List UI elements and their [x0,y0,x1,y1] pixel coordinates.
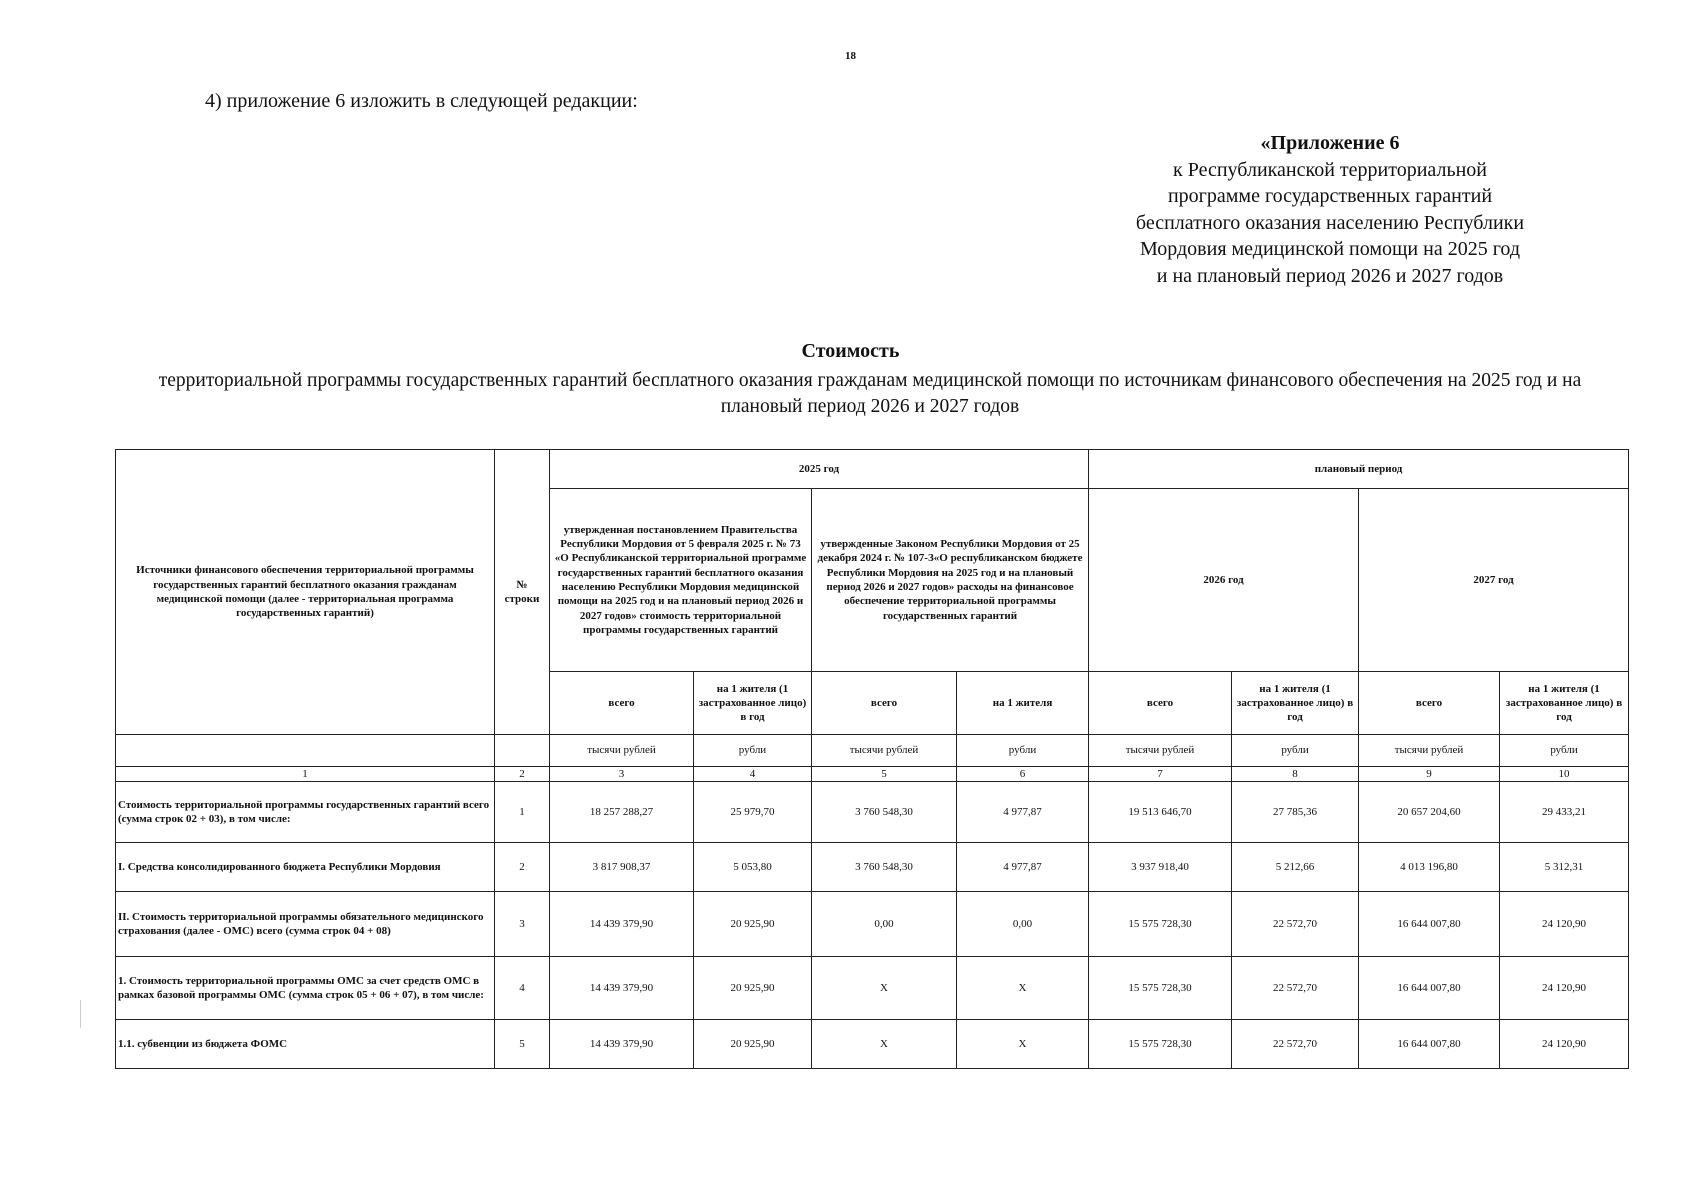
cell-value: 3 817 908,37 [550,843,694,892]
cell-value: X [812,957,957,1020]
header-row-column-numbers [116,767,1629,782]
cell-value: 5 053,80 [694,843,812,892]
cell-value: 5 312,31 [1500,843,1629,892]
cell-value: 3 937 918,40 [1089,843,1232,892]
cell-value: 22 572,70 [1232,1020,1359,1069]
row-source-name: 1. Стоимость территориальной программы ОМС за счет средств ОМС в рамках базовой программы ОМС (сумма строк 05 + 06 + 07), в том числе: [116,957,495,1020]
table-row [116,843,1629,892]
header-total: всего [1089,672,1232,735]
cell-value: 4 977,87 [957,782,1089,843]
appendix-line: бесплатного оказания населению Республики [1135,211,1525,234]
header-total: всего [812,672,957,735]
column-number: 7 [1089,767,1232,782]
cell-value: 14 439 379,90 [550,892,694,957]
cell-value: 20 657 204,60 [1359,782,1500,843]
header-per-insured: на 1 жителя (1 застрахованное лицо) в год [1500,672,1629,735]
cell-value: 24 120,90 [1500,892,1629,957]
row-number: 5 [495,1020,550,1069]
cell-value: 0,00 [812,892,957,957]
column-number: 5 [812,767,957,782]
cell-value: 24 120,90 [1500,957,1629,1020]
cell-value: 18 257 288,27 [550,782,694,843]
cell-value: X [957,1020,1089,1069]
appendix-line: к Республиканской территориальной [1173,158,1487,181]
row-source-name: Стоимость территориальной программы государственных гарантий всего (сумма строк 02 + 03), в том числе: [116,782,495,843]
column-number: 10 [1500,767,1629,782]
row-number: 2 [495,843,550,892]
header-row-units [116,735,1629,767]
cell-value: 15 575 728,30 [1089,892,1232,957]
header-row-no: № строки [495,450,550,735]
header-year-2025: 2025 год [550,450,1089,489]
document-title: Стоимость [801,340,900,362]
appendix-block [1110,130,1550,289]
column-number: 3 [550,767,694,782]
header-approved-gov: утвержденная постановлением Правительства Республики Мордовия от 5 февраля 2025 г. № 73 «О Республиканской территориальной программе государственных гарантий бесплатного оказания населению Республики Мордовия медицинской помощи на 2025 год и на плановый период 2026 и 2027 годов» стоимость территориальной программы государственных гарантий [550,489,812,672]
header-row-years [116,450,1629,489]
cell-value: 22 572,70 [1232,892,1359,957]
row-source-name: 1.1. субвенции из бюджета ФОМС [116,1020,495,1069]
appendix-line: Мордовия медицинской помощи на 2025 год [1139,238,1521,260]
table-row [116,892,1629,957]
column-number: 6 [957,767,1089,782]
cell-value: 4 977,87 [957,843,1089,892]
unit-thousand-rub: тысячи рублей [812,735,957,767]
intro-text: 4) приложение 6 изложить в следующей редакции: [205,90,638,112]
row-number: 4 [495,957,550,1020]
unit-thousand-rub: тысячи рублей [550,735,694,767]
column-number: 4 [694,767,812,782]
header-approved-law: утвержденные Законом Республики Мордовия от 25 декабря 2024 г. № 107-З«О республиканском бюджете Республики Мордовия на 2025 год и на плановый период 2026 и 2027 годов» расходы на финансовое обеспечение территориальной программы государственных гарантий [812,489,1089,672]
row-source-name: II. Стоимость территориальной программы обязательного медицинского страхования (далее - ОМС) всего (сумма строк 04 + 08) [116,892,495,957]
cell-value: 22 572,70 [1232,957,1359,1020]
cell-value: 24 120,90 [1500,1020,1629,1069]
appendix-line: и на плановый период 2026 и 2027 годов [1156,264,1504,287]
cell-value: 16 644 007,80 [1359,1020,1500,1069]
row-source-name: I. Средства консолидированного бюджета Республики Мордовия [116,843,495,892]
header-year-2027: 2027 год [1359,489,1629,672]
cell-value: 25 979,70 [694,782,812,843]
cell-value: 16 644 007,80 [1359,892,1500,957]
cell-value: 5 212,66 [1232,843,1359,892]
table-row [116,782,1629,843]
cost-table [115,449,1629,1069]
scan-margin-mark [80,1000,81,1028]
column-number: 8 [1232,767,1359,782]
header-per-insured: на 1 жителя (1 застрахованное лицо) в год [694,672,812,735]
cell-value: 19 513 646,70 [1089,782,1232,843]
cell-value: 16 644 007,80 [1359,957,1500,1020]
cell-value: X [957,957,1089,1020]
header-source: Источники финансового обеспечения территориальной программы государственных гарантий бесплатного оказания гражданам медицинской помощи (далее - территориальная программа государственных гарантий) [116,450,495,735]
header-total: всего [550,672,694,735]
unit-cell [495,735,550,767]
page-number: 18 [845,50,856,62]
cell-value: 3 760 548,30 [812,843,957,892]
cell-value: 15 575 728,30 [1089,1020,1232,1069]
column-number: 2 [495,767,550,782]
cell-value: 20 925,90 [694,957,812,1020]
column-number: 9 [1359,767,1500,782]
unit-thousand-rub: тысячи рублей [1359,735,1500,767]
appendix-title: «Приложение 6 [1260,132,1400,154]
row-number: 1 [495,782,550,843]
header-year-2026: 2026 год [1089,489,1359,672]
unit-cell [116,735,495,767]
row-number: 3 [495,892,550,957]
document-subtitle: территориальной программы государственных гарантий бесплатного оказания гражданам медицинской помощи по источникам финансового обеспечения на 2025 год и на плановый период 2026 и 2027 годов [158,370,1582,417]
cell-value: 27 785,36 [1232,782,1359,843]
unit-rub: рубли [1232,735,1359,767]
cell-value: 14 439 379,90 [550,957,694,1020]
cell-value: 15 575 728,30 [1089,957,1232,1020]
cell-value: 3 760 548,30 [812,782,957,843]
cell-value: 4 013 196,80 [1359,843,1500,892]
header-per-resident: на 1 жителя [957,672,1089,735]
cell-value: 29 433,21 [1500,782,1629,843]
table-row [116,1020,1629,1069]
unit-thousand-rub: тысячи рублей [1089,735,1232,767]
cell-value: 20 925,90 [694,892,812,957]
cell-value: 20 925,90 [694,1020,812,1069]
column-number: 1 [116,767,495,782]
cell-value: 14 439 379,90 [550,1020,694,1069]
cell-value: 0,00 [957,892,1089,957]
header-planned-period: плановый период [1089,450,1629,489]
appendix-line: программе государственных гарантий [1167,185,1493,207]
cell-value: X [812,1020,957,1069]
unit-rub: рубли [957,735,1089,767]
header-per-insured: на 1 жителя (1 застрахованное лицо) в год [1232,672,1359,735]
header-total: всего [1359,672,1500,735]
table-row [116,957,1629,1020]
unit-rub: рубли [694,735,812,767]
unit-rub: рубли [1500,735,1629,767]
